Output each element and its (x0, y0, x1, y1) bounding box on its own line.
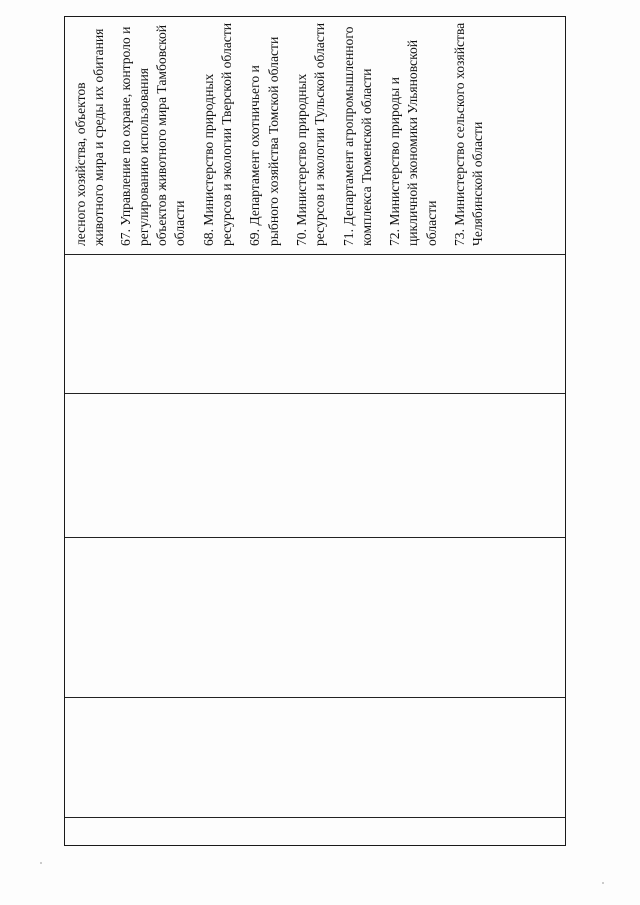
entry-68: 68. Министерство природных ресурсов и экологии Тверской области (200, 22, 235, 246)
table-frame (64, 16, 566, 846)
organization-list (66, 17, 566, 254)
column-divider-4 (65, 697, 565, 698)
scan-speck (40, 862, 42, 864)
entry-67: 67. Управление по охране, контроло и регулированию использования объектов животного мира Тамбовской области (117, 24, 188, 246)
entry-73: 73. Министерство сельского хозяйства Челябинской области (452, 22, 486, 246)
entry-72: 72. Министерство природы и цикличной экономики Ульяновской области (387, 39, 439, 246)
entry-70: 70. Министерство природных ресурсов и экологии Тульской области (293, 22, 328, 246)
entry-69: 69. Департамент охотничьего и рыбного хозяйства Томской области (247, 36, 281, 246)
entry-continuation: лесного хозяйства, объектов животного мира и среды их обитания (73, 28, 107, 246)
organization-column (66, 17, 566, 254)
column-divider-1 (65, 254, 565, 255)
scan-speck (602, 882, 604, 884)
column-divider-3 (65, 537, 565, 538)
column-divider-5 (65, 817, 565, 818)
column-divider-2 (65, 393, 565, 394)
entry-71: 71. Департамент агропромышленного комплекса Тюменской области (340, 26, 374, 246)
